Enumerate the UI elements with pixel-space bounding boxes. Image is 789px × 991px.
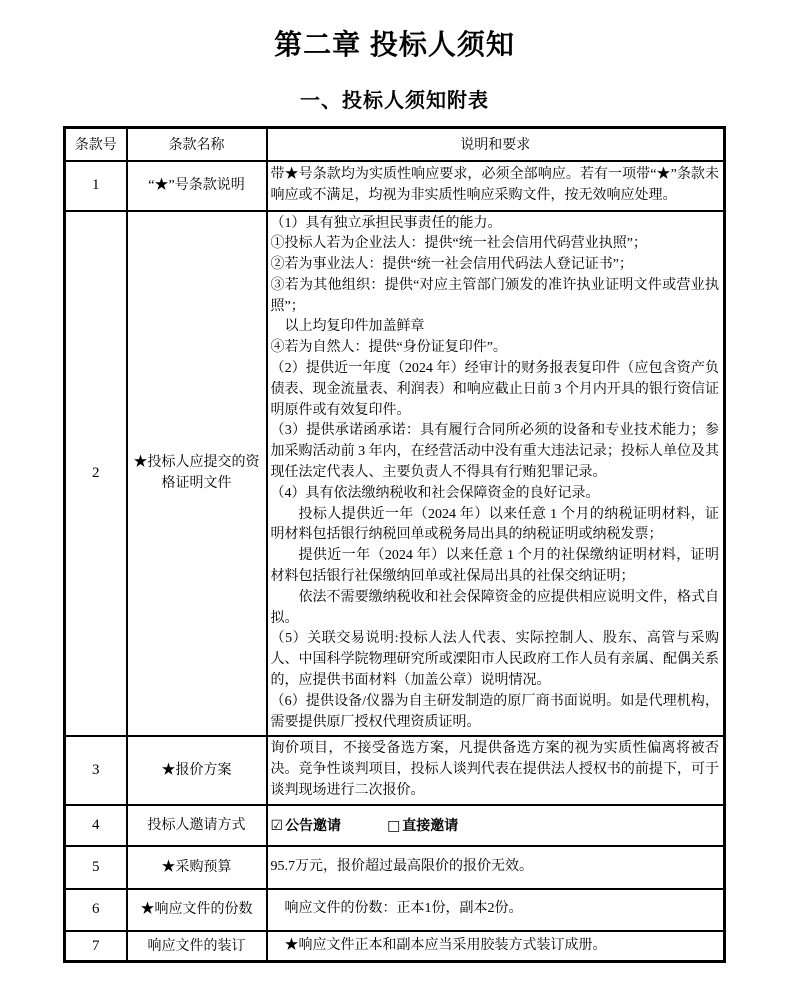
- invite-option-unselected[interactable]: [387, 819, 458, 834]
- description-paragraph: 询价项目，不接受备选方案，凡提供备选方案的视为实质性偏离将被否决。竞争性谈判项目，投标人谈判代表在提供法人授权书的前提下，可于谈判现场进行二次报价。: [270, 741, 719, 799]
- table-row-3: [65, 736, 725, 804]
- column-header-0: 条款号: [65, 128, 127, 161]
- clause-description: [267, 805, 725, 846]
- description-paragraph: ③若为其他组织：提供“对应主管部门颁发的准许执业证明文件或营业执照”；: [270, 277, 719, 314]
- invite-option-selected[interactable]: [271, 819, 342, 834]
- clause-number: 3: [65, 736, 127, 804]
- clause-description: [267, 846, 725, 889]
- page-subtitle: 一、投标人须知附表: [300, 90, 489, 112]
- description-paragraph: （5）关联交易说明:投标人法人代表、实际控制人、股东、高管与采购人、中国科学院物理研究所或溧阳市人民政府工作人员有亲属、配偶关系的，应提供书面材料（加盖公章）说明情况。: [270, 631, 719, 689]
- checked-checkbox-icon: ☑: [270, 818, 284, 835]
- page-title: 第二章 投标人须知: [274, 29, 515, 60]
- description-paragraph: ②若为事业法人：提供“统一社会信用代码法人登记证书”；: [270, 257, 633, 273]
- description-paragraph: 提供近一年（2024 年）以来任意 1 个月的社保缴纳证明材料，证明材料包括银行社保缴纳回单或社保局出具的社保交纳证明；: [270, 548, 719, 585]
- clause-number: 7: [65, 931, 127, 962]
- clause-name: ★响应文件的份数: [127, 889, 267, 931]
- clause-name: “★”号条款说明: [127, 161, 267, 211]
- clause-name: ★投标人应提交的资格证明文件: [127, 211, 267, 737]
- table-row-1: [65, 161, 725, 211]
- clause-number: 1: [65, 161, 127, 211]
- table-header-row: [65, 128, 725, 161]
- description-paragraph: （3）提供承诺函承诺：具有履行合同所必须的设备和专业技术能力；参加采购活动前 3 年内，在经营活动中没有重大违法记录；投标人单位及其现任法定代表人、主要负责人不得具有行贿犯罪记录。: [270, 423, 719, 481]
- clause-description: [267, 931, 725, 962]
- bidder-notice-table: [63, 126, 726, 963]
- table-row-5: [65, 846, 725, 889]
- description-paragraph: （1）具有独立承担民事责任的能力。: [270, 215, 502, 231]
- clause-name: ★采购预算: [127, 846, 267, 889]
- clause-description: [267, 889, 725, 931]
- description-paragraph: 以上均复印件加盖鲜章: [284, 319, 425, 335]
- clause-description: [267, 211, 725, 737]
- clause-name: 投标人邀请方式: [127, 805, 267, 846]
- clause-description: [267, 161, 725, 211]
- clause-number: 2: [65, 211, 127, 737]
- clause-name: ★报价方案: [127, 736, 267, 804]
- description-paragraph: （6）提供设备/仪器为自主研发制造的原厂商书面说明。如是代理机构，需要提供原厂授权代理资质证明。: [270, 693, 719, 730]
- checkbox-label: 公告邀请: [285, 819, 342, 835]
- description-paragraph: ④若为自然人：提供“身份证复印件”。: [270, 340, 507, 356]
- clause-number: 4: [65, 805, 127, 846]
- description-paragraph: ★响应文件正本和副本应当采用胶装方式装订成册。: [284, 937, 607, 953]
- description-paragraph: 带★号条款均为实质性响应要求，必须全部响应。若有一项带“★”条款未响应或不满足，均视为非实质性响应采购文件，按无效响应处理。: [270, 166, 719, 203]
- description-paragraph: ①投标人若为企业法人：提供“统一社会信用代码营业执照”；: [270, 236, 647, 252]
- clause-number: 6: [65, 889, 127, 931]
- unchecked-checkbox-icon: □: [387, 818, 401, 835]
- column-header-2: 说明和要求: [267, 128, 725, 161]
- description-paragraph: 投标人提供近一年（2024 年）以来任意 1 个月的纳税证明材料，证明材料包括银行纳税回单或税务局出具的纳税证明或纳税发票；: [270, 506, 719, 543]
- table-row-7: [65, 931, 725, 962]
- table-row-4: [65, 805, 725, 846]
- column-header-1: 条款名称: [127, 128, 267, 161]
- description-paragraph: 依法不需要缴纳税收和社会保障资金的应提供相应说明文件，格式自拟。: [270, 589, 719, 626]
- clause-name: 响应文件的装订: [127, 931, 267, 962]
- checkbox-label: 直接邀请: [402, 819, 459, 835]
- description-paragraph: （4）具有依法缴纳税收和社会保障资金的良好记录。: [270, 485, 600, 501]
- table-row-6: [65, 889, 725, 931]
- description-paragraph: 95.7万元，报价超过最高限价的报价无效。: [270, 858, 533, 874]
- description-paragraph: 响应文件的份数：正本1份，副本2份。: [284, 901, 523, 917]
- clause-number: 5: [65, 846, 127, 889]
- clause-description: [267, 736, 725, 804]
- table-row-2: [65, 211, 725, 737]
- description-paragraph: （2）提供近一年度（2024 年）经审计的财务报表复印件（应包含资产负债表、现金流量表、利润表）和响应截止日前 3 个月内开具的银行资信证明原件或有效复印件。: [270, 361, 719, 418]
- table-body: [65, 161, 725, 962]
